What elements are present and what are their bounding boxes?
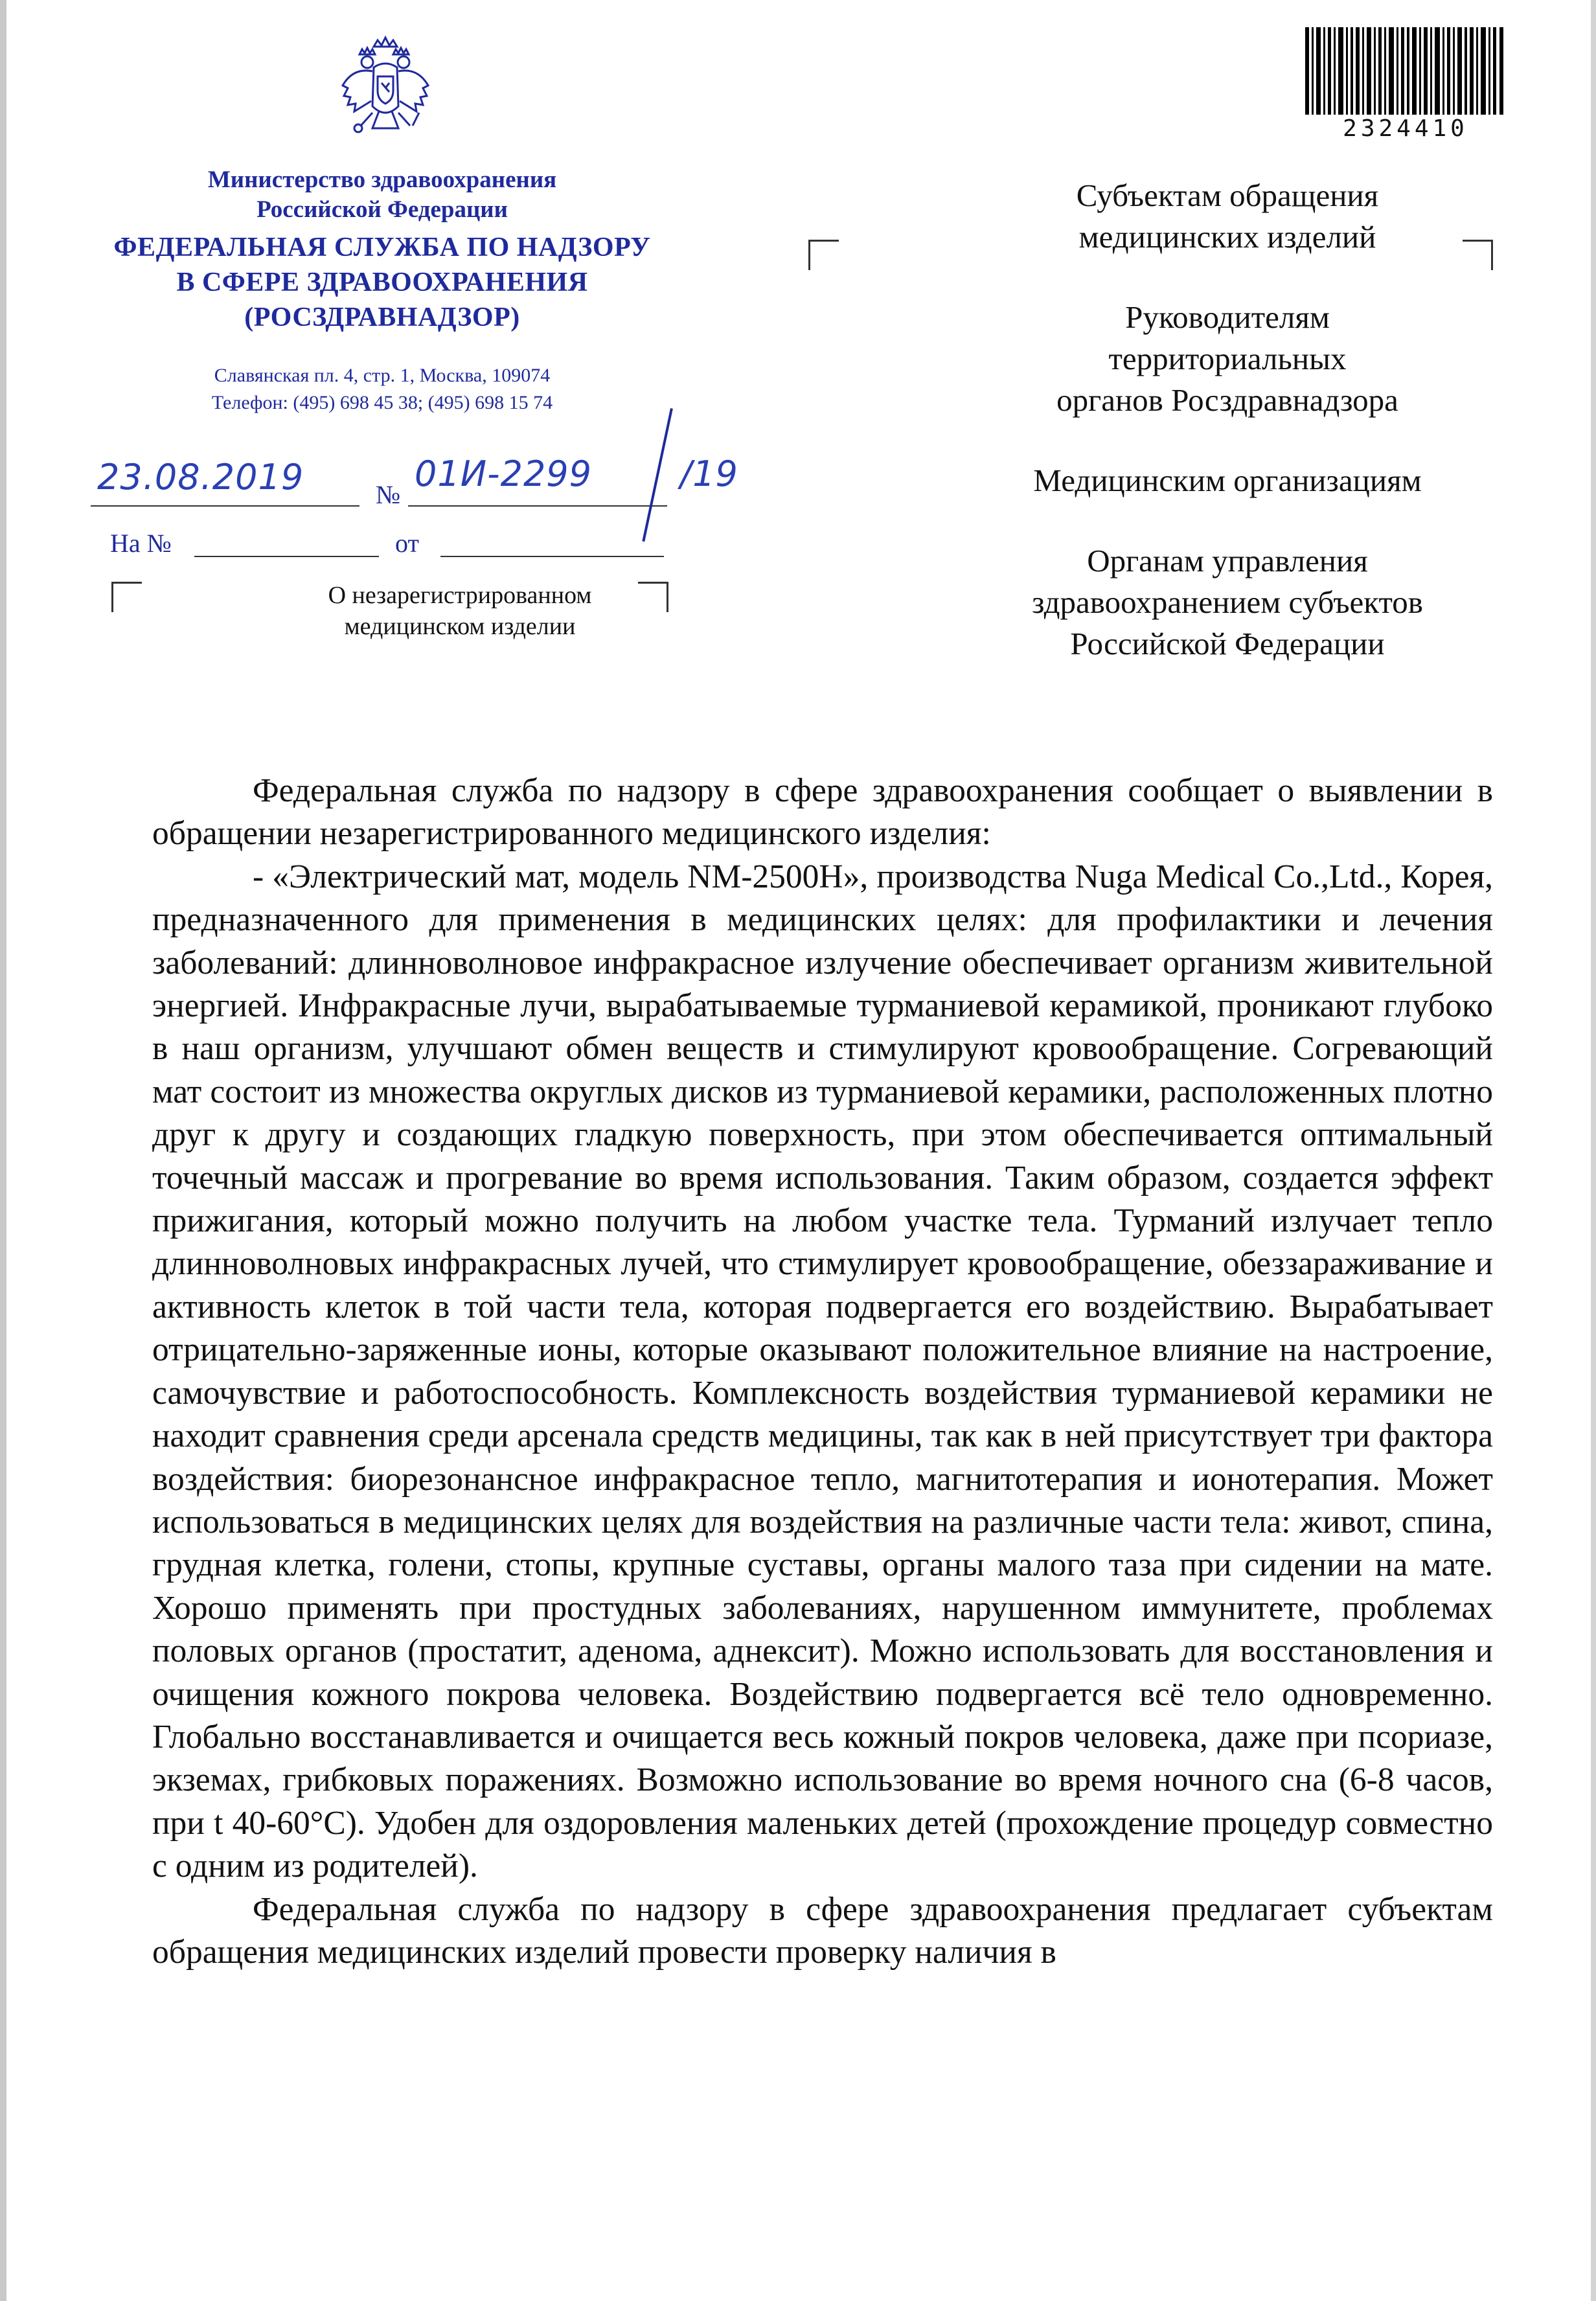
addressee-group-2 bbox=[904, 297, 1551, 421]
issuer-phone: Телефон: (495) 698 45 38; (495) 698 15 74 bbox=[211, 392, 553, 413]
ref-number-underline bbox=[194, 556, 379, 557]
addressee-2-line-3: органов Росздравнадзора bbox=[1056, 382, 1398, 418]
letter-subject bbox=[279, 580, 641, 642]
registration-slash bbox=[642, 408, 673, 542]
service-line-2: В СФЕРЕ ЗДРАВООХРАНЕНИЯ bbox=[176, 268, 588, 297]
number-underline bbox=[408, 505, 667, 507]
issuer-block bbox=[91, 165, 674, 417]
date-underline bbox=[91, 505, 359, 507]
addressee-1-line-1: Субъектам обращения bbox=[1076, 177, 1379, 213]
service-line-3: (РОСЗДРАВНАДЗОР) bbox=[244, 303, 520, 332]
barcode-number: 2324410 bbox=[1343, 115, 1468, 142]
addressee-4-line-3: Российской Федерации bbox=[1070, 626, 1385, 661]
addressee-3-line-1: Медицинским организациям bbox=[1033, 463, 1422, 498]
service-line-1: ФЕДЕРАЛЬНАЯ СЛУЖБА ПО НАДЗОРУ bbox=[113, 233, 651, 262]
registration-number-suffix: /19 bbox=[680, 453, 738, 494]
subject-corner-right bbox=[638, 582, 668, 612]
scan-edge-left bbox=[0, 0, 6, 2301]
number-sign: № bbox=[376, 480, 401, 509]
letter-body bbox=[152, 770, 1493, 1974]
scan-edge-right bbox=[1591, 0, 1596, 2301]
barcode bbox=[1305, 27, 1506, 115]
registration-number: 01И-2299 bbox=[415, 453, 593, 494]
addressee-2-line-2: территориальных bbox=[1108, 341, 1347, 376]
ref-date-underline bbox=[440, 556, 664, 557]
addressee-1-line-2: медицинских изделий bbox=[1078, 219, 1376, 255]
ref-number-label: На № bbox=[110, 529, 172, 558]
addressee-block bbox=[904, 175, 1551, 704]
issuer-address: Славянская пл. 4, стр. 1, Москва, 109074 bbox=[214, 365, 551, 386]
ref-date-label: от bbox=[395, 529, 419, 558]
coat-of-arms-icon bbox=[334, 29, 437, 158]
subject-line-2: медицинском изделии bbox=[344, 613, 576, 640]
addressee-4-line-2: здравоохранением субъектов bbox=[1032, 584, 1423, 620]
addressee-corner-left bbox=[808, 240, 839, 270]
ministry-line-1: Министерство здравоохранения bbox=[207, 166, 557, 193]
body-paragraph-3: Федеральная служба по надзору в сфере здравоохранения предлагает субъектам обращения медицинских изделий провести проверку наличия в bbox=[152, 1890, 1493, 1971]
body-paragraph-1: Федеральная служба по надзору в сфере здравоохранения сообщает о выявлении в обращении незарегистрированного медицинского изделия: bbox=[152, 772, 1493, 853]
addressee-group-3 bbox=[904, 460, 1551, 501]
body-paragraph-2: - «Электрический мат, модель NM-2500H», производства Nuga Medical Co.,Ltd., Корея, предназначенного для применения в медицинских целях: для профилактики и лечения заболеваний: длинноволновое инфракрасное излучение обеспечивает организм живительной энергией. Инфракрасные лучи, вырабатываемые турманиевой керамикой, проникают глубоко в наш организм, улучшают обмен веществ и стимулируют кровообращение. Согревающий мат состоит из множества округлых дисков из турманиевой керамики, расположенных плотно друг к другу и создающих гладкую поверхность, при этом обеспечивается оптимальный точечный массаж и прогревание во время использования. Таким образом, создается эффект прижигания, который можно получить на любом участке тела. Турманий излучает тепло длинноволновых инфракрасных лучей, что стимулирует кровообращение, обеззараживание и активность клеток в той части тела, которая подвергается его воздействию. Вырабатывает отрицательно-заряженные ионы, которые оказывают положительное влияние на настроение, самочувствие и работоспособность. Комплексность воздействия турманиевой керамики не находит сравнения среди арсенала средств медицины, так как в ней присутствует три фактора воздействия: биорезонансное инфракрасное тепло, магнитотерапия и ионотерапия. Может использоваться в медицинских целях для воздействия на различные части тела: живот, спина, грудная клетка, голени, стопы, крупные суставы, органы малого таза при сидении на мате. Хорошо применять при простудных заболеваниях, нарушенном иммунитете, проблемах половых органов (простатит, аденома, аднексит). Можно использовать для восстановления и очищения кожного покрова человека. Воздействию подвергается всё тело одновременно. Глобально восстанавливается и очищается весь кожный покров человека, даже при псориазе, экземах, грибковых поражениях. Возможно использование во время ночного сна (6-8 часов, при t 40-60°С). Удобен для оздоровления маленьких детей (прохождение процедур совместно с одним из родителей). bbox=[152, 858, 1493, 1885]
addressee-group-1 bbox=[904, 175, 1551, 258]
ministry-line-2: Российской Федерации bbox=[256, 196, 508, 223]
registration-date: 23.08.2019 bbox=[97, 457, 304, 498]
addressee-group-4 bbox=[904, 540, 1551, 665]
subject-corner-left bbox=[111, 582, 142, 612]
addressee-2-line-1: Руководителям bbox=[1125, 299, 1330, 335]
addressee-4-line-1: Органам управления bbox=[1087, 543, 1368, 578]
subject-line-1: О незарегистрированном bbox=[328, 582, 592, 609]
